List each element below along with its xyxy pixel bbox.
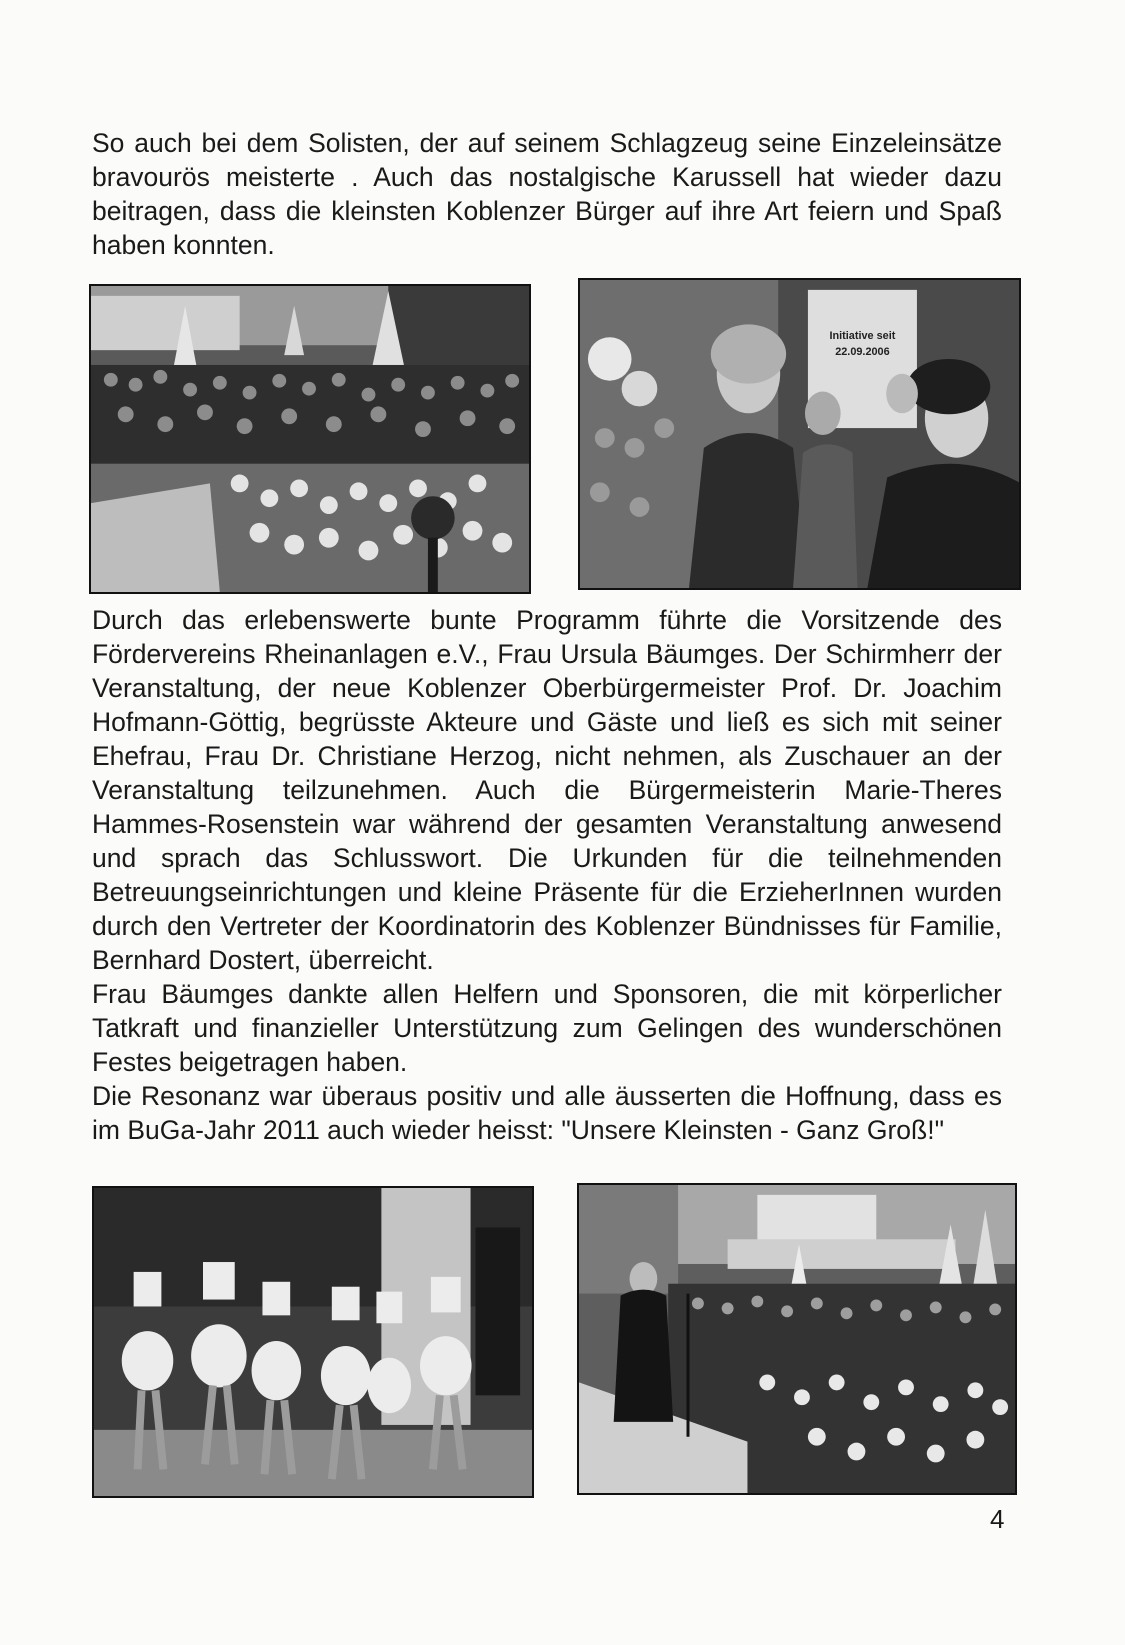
paragraph-program: Durch das erlebenswerte bunte Programm führte die Vorsitzende des Fördervereins Rheinanlagen e.V., Frau Ursula Bäumges. Der Schirmherr der Veranstaltung, der neue Koblenzer Oberbürgermeister Prof. Dr. Joachim Hofmann-Göttig, begrüsste Akteure und Gäste und ließ es sich mit seiner Ehefrau, Frau Dr. Christiane Herzog, nicht nehmen, als Zuschauer an der Veranstaltung teilzunehmen. Auch die Bürgermeisterin Marie-Theres Hammes-Rosenstein war während der gesamten Veranstaltung anwesend und sprach das Schlusswort. Die Urkunden für die teilnehmenden Betreuungseinrichtungen und kleine Präsente für die ErzieherInnen wurden durch den Vertreter der Koordinatorin des Koblenzer Bündnisses für Familie, Bernhard Dostert, überreicht. bbox=[92, 605, 1002, 975]
photo-speaker-audience bbox=[577, 1183, 1017, 1495]
photo-guests-with-banner bbox=[578, 278, 1021, 590]
main-text-block bbox=[92, 603, 1002, 1147]
paragraph-resonance: Die Resonanz war überaus positiv und alle äusserten die Hoffnung, dass es im BuGa-Jahr 2011 auch wieder heisst: "Unsere Kleinsten - Ganz Groß!" bbox=[92, 1081, 1002, 1145]
intro-paragraph-block bbox=[92, 126, 1002, 262]
photo-children-dancing bbox=[92, 1186, 534, 1498]
intro-paragraph: So auch bei dem Solisten, der auf seinem Schlagzeug seine Einzeleinsätze bravourös meisterte . Auch das nostalgische Karussell hat wieder dazu beitragen, dass die kleinsten Koblenzer Bürger auf ihre Art feiern und Spaß haben konnten. bbox=[92, 128, 1002, 260]
banner-text-line2: 22.09.2006 bbox=[835, 346, 890, 359]
page-number: 4 bbox=[990, 1504, 1005, 1534]
banner-text-line1: Initiative seit bbox=[829, 330, 896, 343]
photo-outdoor-audience bbox=[89, 284, 531, 594]
paragraph-thanks: Frau Bäumges dankte allen Helfern und Sponsoren, die mit körperlicher Tatkraft und finanzieller Unterstützung zum Gelingen des wunderschönen Festes beigetragen haben. bbox=[92, 979, 1002, 1077]
